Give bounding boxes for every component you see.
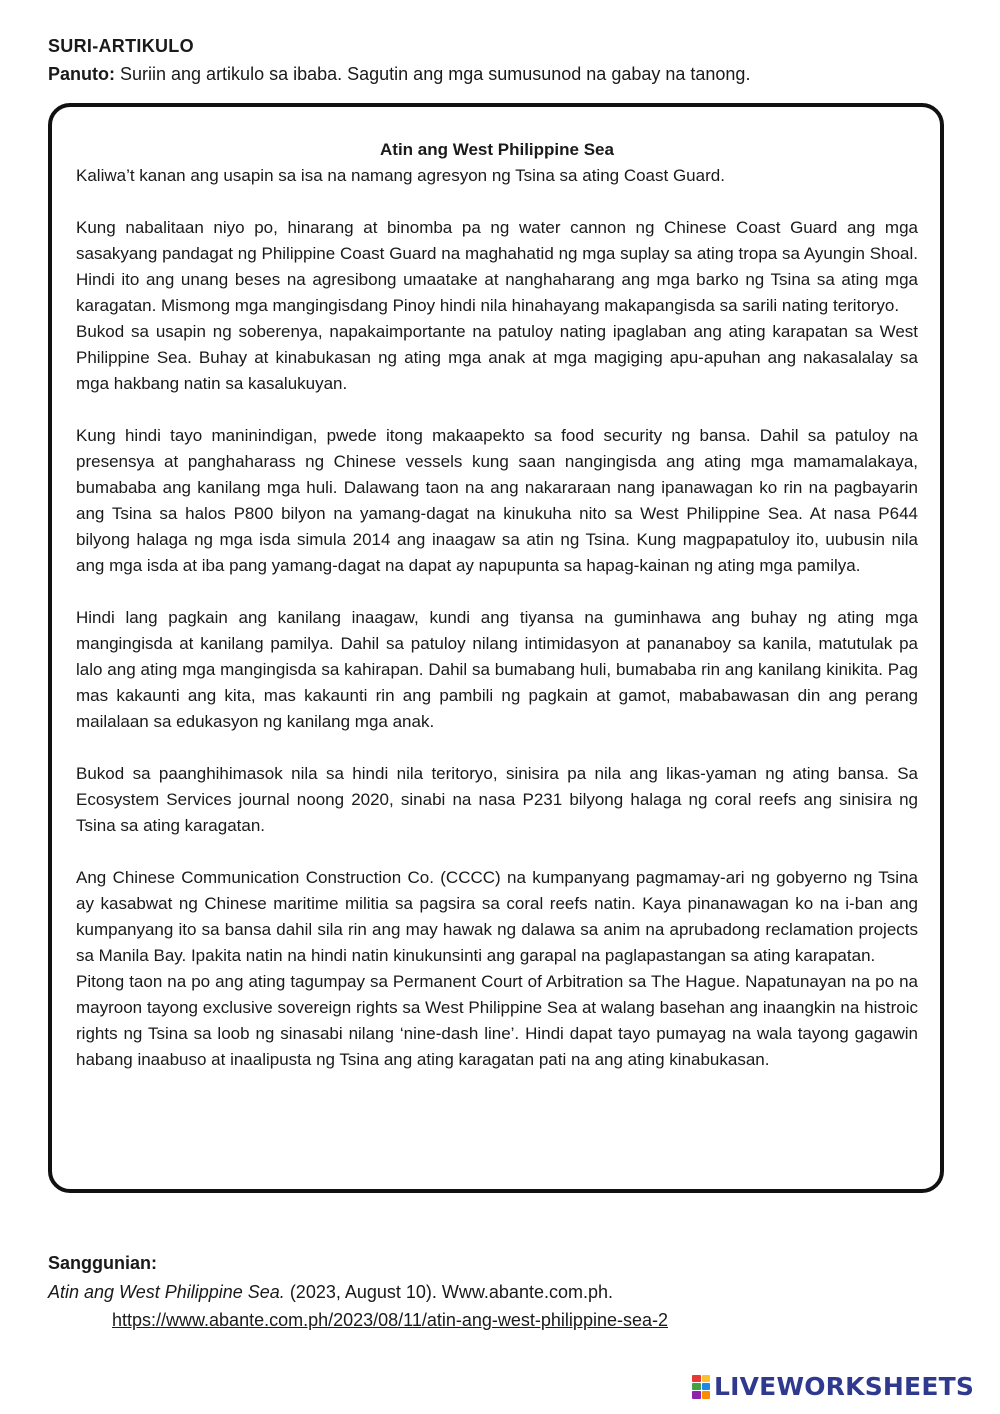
article-box: [48, 103, 944, 1193]
liveworksheets-logo-icon: [692, 1375, 710, 1399]
article-paragraph-1: Kaliwa’t kanan ang usapin sa isa na namang agresyon ng Tsina sa ating Coast Guard.: [76, 166, 725, 185]
logo-block-5: [692, 1391, 701, 1398]
logo-block-6: [702, 1391, 711, 1398]
logo-block-4: [702, 1383, 711, 1390]
worksheet-heading: SURI-ARTIKULO: [48, 36, 194, 56]
logo-block-3: [692, 1383, 701, 1390]
references-title: Sanggunian:: [48, 1253, 157, 1273]
article-paragraph-8: Pitong taon na po ang ating tagumpay sa Permanent Court of Arbitration sa The Hague. Napatunayan na po na mayroon tayong exclusive sovereign rights sa West Philippine Sea at walang basehan ang inaangkin na histroic rights ng Tsina sa loob ng sinasabi nilang ‘nine-dash line’. Hindi dapat tayo pumayag na wala tayong gagawin habang inaabuso at inaalipusta ng Tsina ang ating karagatan pati na ang ating kinabukasan.: [76, 972, 918, 1069]
article-paragraph-4: Kung hindi tayo maninindigan, pwede itong makaapekto sa food security ng bansa. Dahil sa patuloy na presensya at panghaharass ng Chinese vessels kung saan nangingisda ang ating mga mamamalakaya, bumababa ang kanilang mga huli. Dalawang taon na ang nakararaan nang ipanawagan ko rin na pagbayarin ang Tsina sa halos P800 bilyon na yamang-dagat na kinukuha nito sa West Philippine Sea. At nasa P644 bilyong halaga ng mga isda simula 2014 ang inaagaw sa atin ng Tsina. Kung magpapatuloy ito, uubusin nila ang mga isda at iba pang yamang-dagat na dapat ay napupunta sa hapag-kainan ng ating mga pamilya.: [76, 426, 918, 575]
instruction-line: [48, 64, 750, 85]
article-paragraph-5: Hindi lang pagkain ang kanilang inaagaw, kundi ang tiyansa na guminhawa ang buhay ng ating mga mangingisda at kanilang pamilya. Dahil sa patuloy nilang intimidasyon at pananaboy sa kanila, matutulak pa lalo ang ating mga mangingisda sa kahirapan. Dahil sa bumabang huli, bumababa rin ang kanilang kinikita. Pag mas kakaunti ang kita, mas kakaunti rin ang pambili ng pagkain at gamot, mababawasan din ang perang mailalaan sa edukasyon ng kanilang mga anak.: [76, 608, 918, 731]
article-title: Atin ang West Philippine Sea: [380, 140, 614, 159]
article-paragraph-2: Kung nabalitaan niyo po, hinarang at binomba pa ng water cannon ng Chinese Coast Guard ang mga sasakyang pandagat ng Philippine Coast Guard na maghahatid ng mga suplay sa ating tropa sa Ayungin Shoal. Hindi ito ang unang beses na agresibong umaatake at nanghaharang ang mga barko ng Tsina sa ating mga karagatan. Mismong mga mangingisdang Pinoy hindi nila hinahayang makapangisda sa sarili nating teritoryo.: [76, 218, 918, 315]
reference-url-link[interactable]: https://www.abante.com.ph/2023/08/11/atin-ang-west-philippine-sea-2: [112, 1310, 668, 1330]
article-paragraph-6: Bukod sa paanghihimasok nila sa hindi nila teritoryo, sinisira pa nila ang likas-yaman ng ating bansa. Sa Ecosystem Services journal noong 2020, sinabi na nasa P231 bilyong halaga ng coral reefs ang sinisira ng Tsina sa ating karagatan.: [76, 764, 918, 835]
reference-entry: [48, 1282, 613, 1303]
liveworksheets-brand: [692, 1372, 974, 1401]
reference-source-details: (2023, August 10). Www.abante.com.ph.: [284, 1282, 613, 1302]
logo-block-2: [702, 1375, 711, 1382]
instruction-label: Panuto:: [48, 64, 115, 84]
article-paragraph-3: Bukod sa usapin ng soberenya, napakaimportante na patuloy nating ipaglaban ang ating karapatan sa West Philippine Sea. Buhay at kinabukasan ng ating mga anak at mga magiging apu-apuhan ang nakasalalay sa mga hakbang natin sa kasalukuyan.: [76, 322, 918, 393]
article-body: [76, 163, 918, 1073]
brand-name: LIVEWORKSHEETS: [714, 1372, 975, 1401]
logo-block-1: [692, 1375, 701, 1382]
article-paragraph-7: Ang Chinese Communication Construction Co. (CCCC) na kumpanyang pagmamay-ari ng gobyerno ng Tsina ay kasabwat ng Chinese maritime militia sa pagsira sa coral reefs natin. Kaya pinanawagan ko na i-ban ang kumpanyang ito sa bansa dahil sila rin ang may hawak ng dalawa sa anim na aprubadong reclamation projects sa Manila Bay. Ipakita natin na hindi natin kinukunsinti ang garapal na paglapastangan sa ating karapatan.: [76, 868, 918, 965]
reference-source-title: Atin ang West Philippine Sea.: [48, 1282, 285, 1302]
instruction-text: Suriin ang artikulo sa ibaba. Sagutin ang mga sumusunod na gabay na tanong.: [115, 64, 751, 84]
